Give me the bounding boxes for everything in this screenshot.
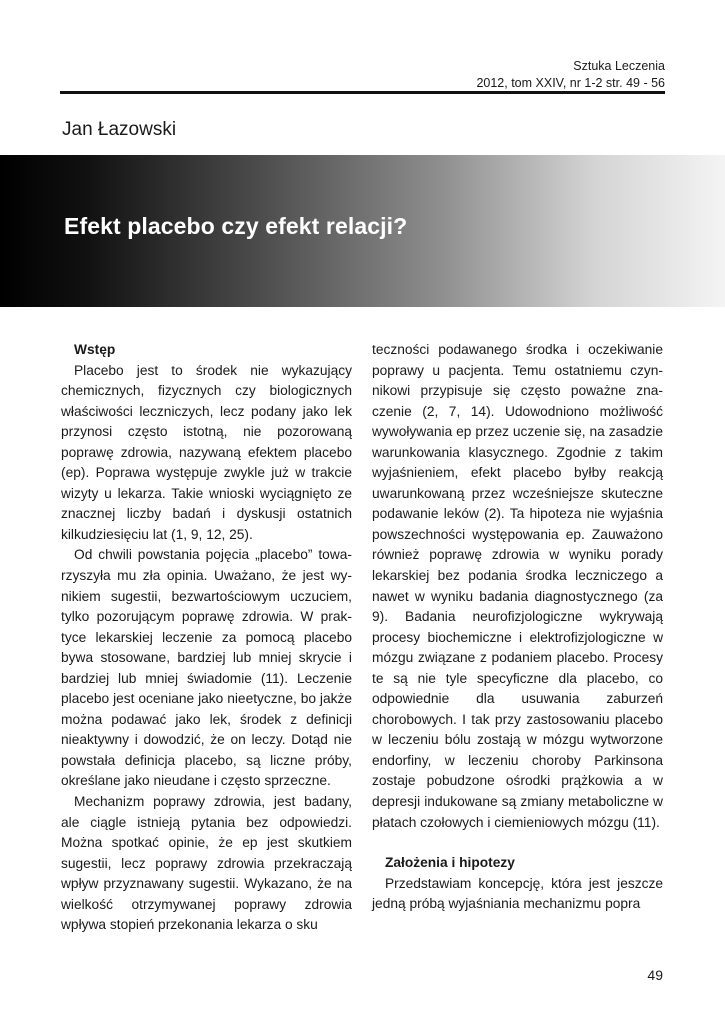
paragraph-continued: teczności podawanego środka i oczekiwanie poprawy u pacjenta. Temu ostatniemu czynnikowi przypisuje się często poważne znaczenie (2, 7, 14). Udowodniono możliwość wywoływania ep przez uczenie się, na zasadzie warunkowania klasycznego. Zgodnie z takim wyjaśnieniem, efekt placebo byłby reakcją uwarunkowaną przez wcześniejsze skuteczne podawanie leków (2). Ta hipoteza nie wyjaśnia powszechności występowania ep. Zauważono również poprawę zdrowia w wyniku porady lekarskiej bez podania środka leczniczego a nawet w wyniku badania diagnostycznego (za 9). Badania neurofizjologiczne wykrywają procesy biochemiczne i elektrofizjologiczne w mózgu związane z podaniem placebo. Procesy te są nie tyle specyficzne dla placebo, co odpowiednie dla usuwania zaburzeń chorobowych. I tak przy zastosowaniu placebo w leczeniu bólu zostają w mózgu wytworzone endorfiny, w leczeniu choroby Parkinsona zostaje pobudzone ośrodki prążkowia a w depresji indukowane są zmiany metaboliczne w płatach czołowych i ciemieniowych mózgu (11).	[372, 342, 663, 830]
journal-info	[476, 58, 665, 92]
right-column	[372, 340, 663, 915]
header-rule	[60, 91, 665, 94]
journal-name: Sztuka Leczenia	[573, 59, 665, 73]
journal-issue: 2012, tom XXIV, nr 1-2 str. 49 - 56	[476, 76, 665, 90]
paragraph: Mechanizm poprawy zdrowia, jest badany, ale ciągle istnieją pytania bez odpowiedzi. Można spotkać opinie, że ep jest skutkiem sugestii, lecz poprawy zdrowia przekraczają wpływ przyznawany sugestii. Wykazano, że na wielkość otrzymywanej poprawy zdrowia wpływa stopień przekonania lekarza o sku	[61, 794, 352, 933]
paragraph: Od chwili powstania pojęcia „placebo” towarzyszyła mu zła opinia. Uważano, że jest wynikiem sugestii, bezwartościowym uczuciem, tylko pozorującym poprawę zdrowia. W praktyce lekarskiej leczenie za pomocą placebo bywa stosowane, bardziej lub mniej skrycie i bardziej lub mniej świadomie (11). Leczenie placebo jest oceniane jako nieetyczne, bo jakże można podawać jako lek, środek z definicji nieaktywny i dowodzić, że on leczy. Dotąd nie powstała definicja placebo, są liczne próby, określane jako nieudane i często sprzeczne.	[61, 547, 352, 789]
paragraph: Przedstawiam koncepcję, która jest jeszcze jedną próbą wyjaśniania mechanizmu popra	[372, 875, 663, 912]
page-number: 49	[647, 967, 663, 983]
title-banner	[0, 155, 725, 307]
section-heading-intro: Wstęp	[74, 342, 116, 357]
article-title: Efekt placebo czy efekt relacji?	[64, 213, 408, 239]
left-column	[61, 340, 352, 936]
paragraph: Placebo jest to środek nie wykazujący chemicznych, fizycznych czy biologicznych właściwości leczniczych, lecz podany jako lek przynosi często istotną, nie pozorowaną poprawę zdrowia, nazywaną efektem placebo (ep). Poprawa występuje zwykle już w trakcie wizyty u lekarza. Takie wnioski wyciągnięto ze znacznej liczby badań i dyskusji ostatnich kilkudziesięciu lat (1, 9, 12, 25).	[61, 362, 352, 542]
author-name: Jan Łazowski	[62, 119, 177, 140]
section-gap	[372, 833, 663, 853]
section-heading-hypotheses: Założenia i hipotezy	[385, 855, 515, 871]
